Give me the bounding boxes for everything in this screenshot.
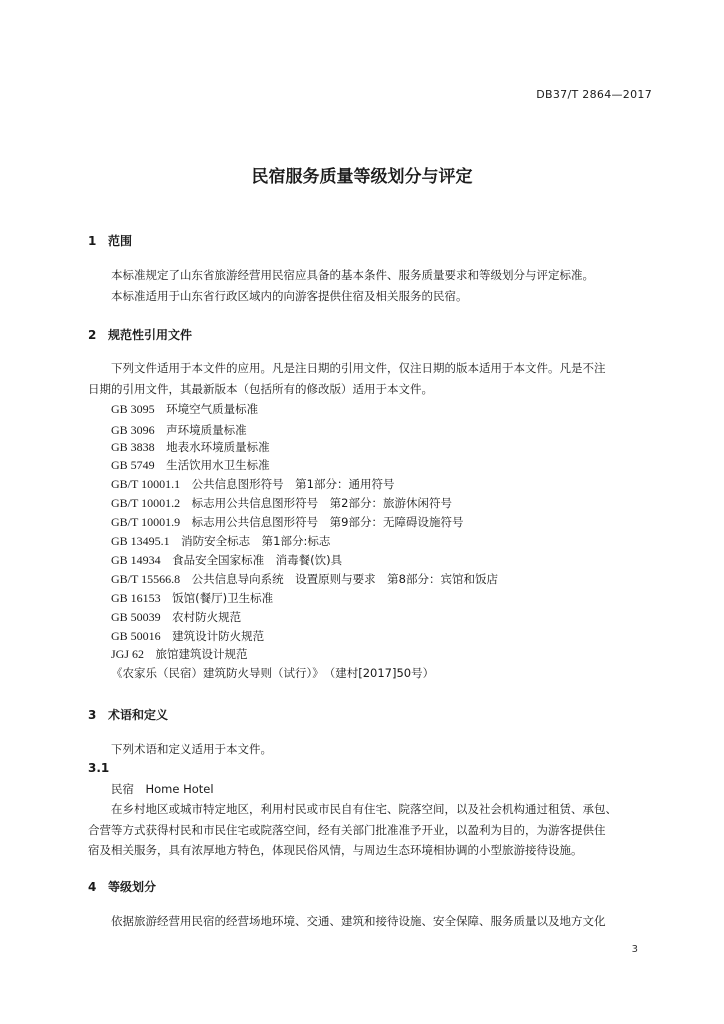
section-4-heading — [88, 878, 156, 895]
term-number: 3.1 — [88, 761, 110, 775]
section-number: 4 — [88, 880, 97, 894]
section-1-heading — [88, 232, 132, 249]
section-title: 术语和定义 — [108, 708, 169, 722]
reference-title: 食品安全国家标准 消毒餐(饮)具 — [172, 553, 343, 567]
reference-code: GB 3095 — [111, 402, 155, 416]
reference-code: GB/T 15566.8 — [111, 572, 181, 586]
reference-title: 公共信息图形符号 第1部分：通用符号 — [191, 477, 395, 491]
reference-title: 声环境质量标准 — [166, 423, 247, 437]
scope-paragraph-1: 本标准规定了山东省旅游经营用民宿应具备的基本条件、服务质量要求和等级划分与评定标准。 — [111, 268, 594, 282]
section-number: 3 — [88, 708, 97, 722]
references-intro-line-2: 日期的引用文件，其最新版本（包括所有的修改版）适用于本文件。 — [88, 382, 433, 396]
reference-code: GB 3838 — [111, 440, 155, 454]
reference-item — [111, 665, 434, 681]
reference-title: 旅馆建筑设计规范 — [155, 647, 248, 661]
reference-item — [111, 609, 241, 625]
reference-code: GB 13495.1 — [111, 534, 170, 548]
reference-item — [111, 439, 270, 455]
reference-title: 农村防火规范 — [172, 610, 242, 624]
reference-code: JGJ 62 — [111, 647, 145, 661]
term-name: 民宿 Home Hotel — [111, 782, 214, 796]
reference-item — [111, 457, 270, 473]
reference-title: 饭馆(餐厅)卫生标准 — [172, 591, 274, 605]
reference-code: GB 5749 — [111, 458, 155, 472]
reference-title: 标志用公共信息图形符号 第2部分：旅游休闲符号 — [191, 496, 452, 510]
reference-title: 公共信息导向系统 设置原则与要求 第8部分：宾馆和饭店 — [191, 572, 498, 586]
page-number: 3 — [631, 944, 638, 955]
reference-title: 建筑设计防火规范 — [172, 629, 265, 643]
section-3-heading — [88, 706, 168, 723]
reference-item — [111, 533, 330, 549]
reference-item — [111, 514, 463, 530]
standard-code: DB37/T 2864—2017 — [536, 88, 652, 101]
references-intro-line-1: 下列文件适用于本文件的应用。凡是注日期的引用文件，仅注日期的版本适用于本文件。凡是不注 — [111, 361, 606, 375]
section-title: 等级划分 — [108, 880, 157, 894]
reference-item — [111, 422, 247, 438]
reference-title: 生活饮用水卫生标准 — [166, 458, 270, 472]
term-definition-line-3: 宿及相关服务，具有浓厚地方特色，体现民俗风情，与周边生态环境相协调的小型旅游接待设施。 — [88, 843, 583, 857]
section-title: 范围 — [108, 234, 133, 248]
reference-item — [111, 590, 273, 606]
reference-code: GB 16153 — [111, 591, 161, 605]
reference-code: GB 50016 — [111, 629, 161, 643]
reference-code: GB/T 10001.2 — [111, 496, 181, 510]
reference-code: GB 14934 — [111, 553, 161, 567]
section-title: 规范性引用文件 — [108, 328, 193, 342]
reference-title: 地表水环境质量标准 — [166, 440, 270, 454]
section-2-heading — [88, 326, 192, 343]
reference-item — [111, 495, 452, 511]
reference-title: 环境空气质量标准 — [166, 402, 259, 416]
section-number: 2 — [88, 328, 97, 342]
reference-item — [111, 571, 498, 587]
reference-title: 消防安全标志 第1部分:标志 — [181, 534, 331, 548]
reference-item — [111, 552, 342, 568]
reference-item — [111, 476, 394, 492]
term-definition-line-2: 合营等方式获得村民和市民住宅或院落空间，经有关部门批准准予开业，以盈利为目的，为游客提供住 — [88, 823, 606, 837]
section-number: 1 — [88, 234, 97, 248]
reference-item — [111, 628, 264, 644]
reference-code: GB 3096 — [111, 423, 155, 437]
reference-item — [111, 401, 258, 417]
document-title: 民宿服务质量等级划分与评定 — [251, 167, 473, 187]
reference-item — [111, 646, 248, 662]
scope-paragraph-2: 本标准适用于山东省行政区域内的向游客提供住宿及相关服务的民宿。 — [111, 289, 468, 303]
grading-paragraph-1: 依据旅游经营用民宿的经营场地环境、交通、建筑和接待设施、安全保障、服务质量以及地方文化 — [111, 914, 606, 928]
term-definition-line-1: 在乡村地区或城市特定地区，利用村民或市民自有住宅、院落空间，以及社会机构通过租赁、承包、 — [111, 802, 617, 816]
reference-title: 《农家乐（民宿）建筑防火导则（试行）》 （建村[2017]50号） — [111, 666, 435, 680]
reference-code: GB 50039 — [111, 610, 161, 624]
reference-code: GB/T 10001.9 — [111, 515, 181, 529]
reference-code: GB/T 10001.1 — [111, 477, 181, 491]
reference-title: 标志用公共信息图形符号 第9部分：无障碍设施符号 — [191, 515, 464, 529]
terms-intro: 下列术语和定义适用于本文件。 — [111, 742, 272, 756]
